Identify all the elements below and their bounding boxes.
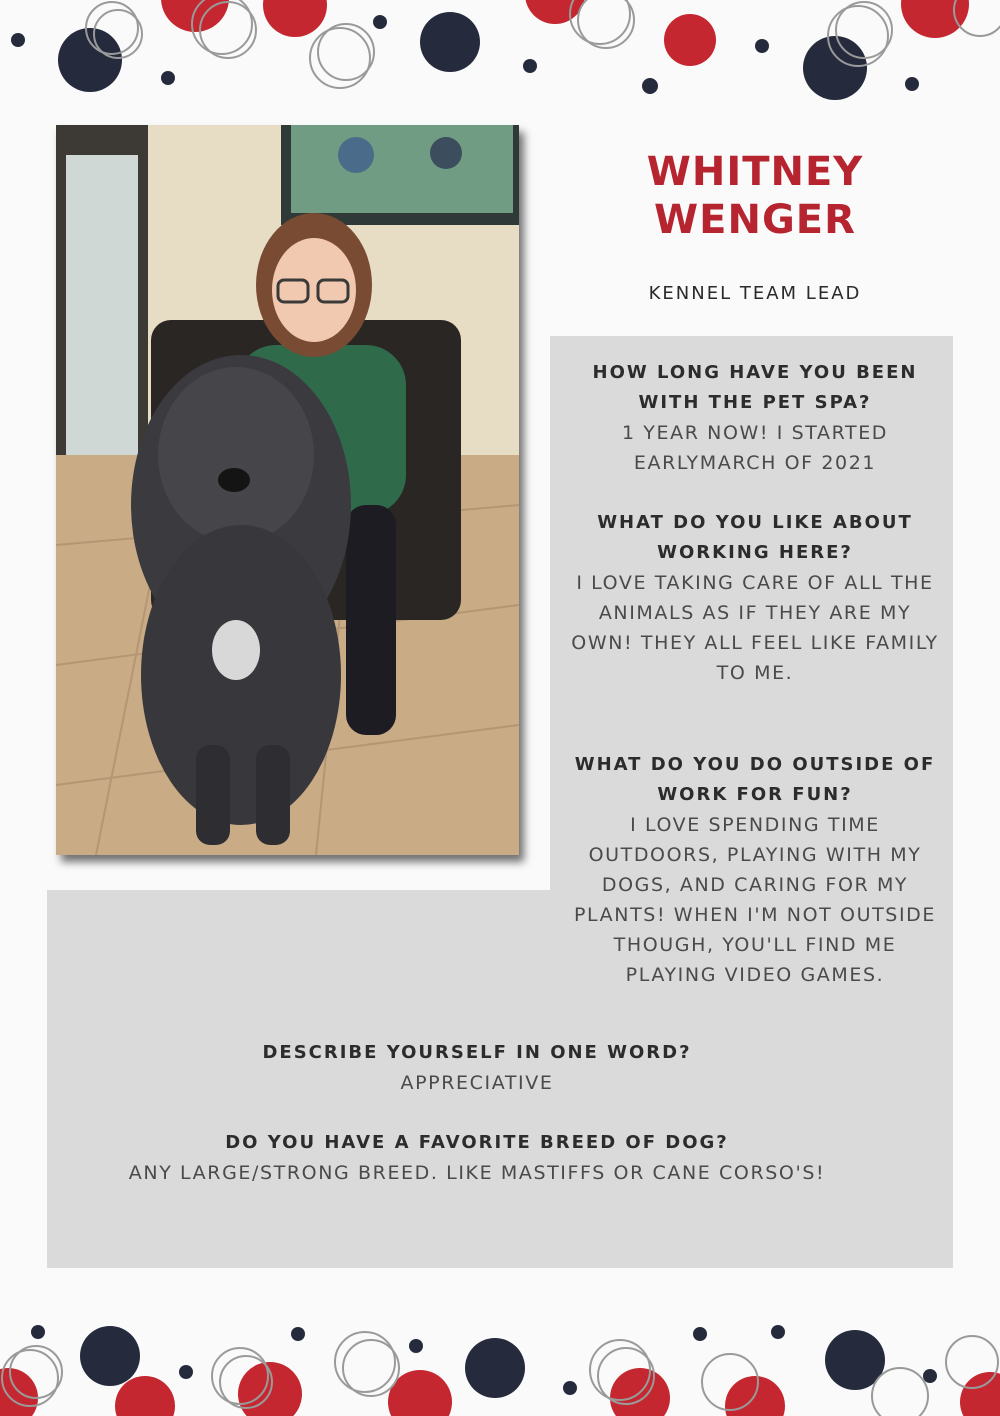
qa-item-one-word [47, 1038, 907, 1098]
staff-photo [56, 125, 519, 855]
qa-answer: APPRECIATIVE [400, 1072, 554, 1094]
qa-item-breed [47, 1128, 907, 1188]
qa-answer: I LOVE SPENDING TIME OUTDOORS, PLAYING WITH MY DOGS, AND CARING FOR MY PLANTS! WHEN I'M NOT OUTSIDE THOUGH, YOU'LL FIND ME PLAYING VIDEO GAMES. [574, 814, 936, 986]
bottom-dot-decoration [0, 1306, 1000, 1416]
qa-answer: I LOVE TAKING CARE OF ALL THE ANIMALS AS IF THEY ARE MY OWN! THEY ALL FEEL LIKE FAMILY TO ME. [571, 572, 939, 684]
staff-name: WHITNEY WENGER [646, 149, 864, 243]
qa-question: WHAT DO YOU LIKE ABOUT WORKING HERE? [597, 512, 913, 563]
top-dot-decoration [0, 0, 1000, 110]
qa-answer: ANY LARGE/STRONG BREED. LIKE MASTIFFS OR CANE CORSO'S! [128, 1162, 826, 1184]
qa-question: WHAT DO YOU DO OUTSIDE OF WORK FOR FUN? [574, 754, 936, 805]
qa-answer: 1 YEAR NOW! I STARTED EARLYMARCH OF 2021 [621, 422, 889, 474]
staff-role: KENNEL TEAM LEAD [648, 283, 862, 304]
qa-item-tenure [566, 358, 944, 478]
qa-item-likes [566, 508, 944, 688]
qa-question: DESCRIBE YOURSELF IN ONE WORD? [262, 1042, 692, 1063]
qa-question: HOW LONG HAVE YOU BEEN WITH THE PET SPA? [592, 362, 918, 413]
staff-photo-illustration [56, 125, 519, 855]
qa-question: DO YOU HAVE A FAVORITE BREED OF DOG? [225, 1132, 729, 1153]
qa-item-fun [566, 750, 944, 990]
